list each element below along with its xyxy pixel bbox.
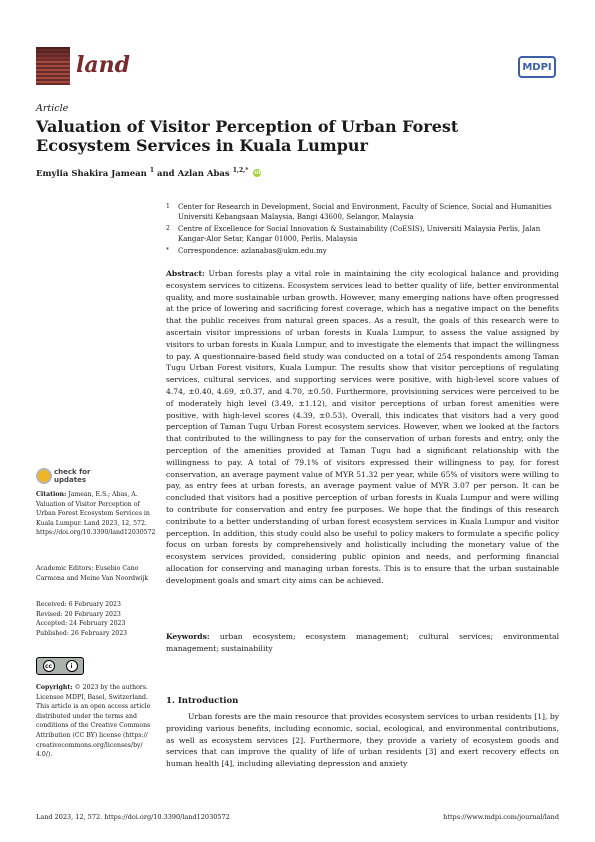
cc-icon: cc — [43, 660, 55, 672]
keywords-text: urban ecosystem; ecosystem management; cultural services; environmental management; sustainability — [166, 632, 559, 653]
affiliation-number: 2 — [166, 225, 170, 232]
citation — [36, 490, 156, 538]
author-sup: 1 — [149, 167, 155, 174]
check-updates-icon — [36, 468, 52, 484]
affiliation-2 — [166, 224, 566, 244]
affiliation-text: Centre of Excellence for Social Innovation & Sustainability (CoESIS), Universiti Malaysia Perlis, Jalan Kangar-Alor Setar, Kangar 01000, Perlis, Malaysia — [178, 225, 541, 243]
affiliation-number: 1 — [166, 203, 170, 210]
affiliation-text: Center for Research in Development, Social and Environment, Faculty of Science, Social and Humanities Universiti Kebangsaan Malaysia, Bangi 43600, Selangor, Malaysia — [178, 203, 552, 221]
citation-label: Citation: — [36, 491, 67, 498]
article-dates — [36, 600, 156, 638]
article-title: Valuation of Visitor Perception of Urban Forest Ecosystem Services in Kuala Lumpur — [36, 117, 459, 155]
orcid-icon[interactable]: iD — [254, 170, 261, 177]
keywords — [166, 631, 559, 655]
journal-logo-icon — [36, 47, 70, 85]
author-sup: 1,2,* — [232, 167, 249, 174]
correspondence-text[interactable]: Correspondence: azlanabas@ukm.edu.my — [178, 247, 327, 255]
check-updates-label — [54, 468, 90, 484]
by-icon: i — [66, 660, 78, 672]
author-name[interactable]: Azlan Abas — [177, 168, 230, 179]
cc-by-license-icon[interactable] — [36, 657, 84, 675]
date-revised: Revised: 20 February 2023 — [36, 610, 121, 618]
mdpi-logo[interactable]: MDPI — [518, 56, 556, 78]
academic-editors: Academic Editors: Eusebio Cano Carmona and Meine Van Noordwijk — [36, 565, 149, 582]
check-updates-line2: updates — [54, 476, 86, 484]
abstract-label: Abstract: — [166, 269, 205, 278]
check-for-updates-button[interactable] — [36, 466, 94, 492]
copyright-text: © 2023 by the authors. Licensee MDPI, Basel, Switzerland. This article is an open access article distributed under the terms and conditions of the Creative Commons Attribution (CC BY) license (https:// creativecommons.org/licenses/by/ 4.0/). — [36, 684, 151, 759]
date-received: Received: 6 February 2023 — [36, 601, 121, 608]
footer-journal-url[interactable]: https://www.mdpi.com/journal/land — [443, 813, 559, 821]
author-list — [36, 167, 261, 179]
check-updates-line1: check for — [54, 468, 91, 476]
abstract-text: Urban forests play a vital role in maintaining the city ecological balance and providing ecosystem services to citizens. Ecosystem services lead to better quality of life, better environmental quality, and more sustainable urban growth. However, many emerging nations have often progressed at the price of lowering and sacrificing forest coverage, which has a negative impact on the benefits that the public receives from natural green spaces. As a result, the goals of this research were to ascertain visitor impressions of urban forests in Kuala Lumpur, to assess the value assigned by visitors to urban forests in Kuala Lumpur, and to investigate the elements that impact the willingness to pay. A questionnaire-based field study was conducted on a total of 254 respondents among Taman Tugu Urban Forest visitors, Kuala Lumpur. The results show that visitor perceptions of regulating services, cultural services, and supporting services were positive, with high-level score values of 4.74, ±0.40, 4.69, ±0.37, and 4.70, ±0.50. Furthermore, provisioning services were perceived to be of moderately high level (3.49, ±1.12), and visitor perceptions of urban forest amenities were positive, with high-level scores (4.39, ±0.53). Overall, this indicates that visitors had a very good perception of Taman Tugu Urban Forest ecosystem services. However, when we looked at the factors that contributed to the willingness to pay for the conservation of urban forests and entry, only the perception of the amenities provided at Taman Tugu had a significant relationship with the willingness to pay. A total of 79.1% of visitors expressed their willingness to pay, for forest conservation, an average payment value of MYR 51.32 per year, while 65% of visitors were willing to pay, as entry fees at urban forests, an average payment value of MYR 3.07 per person. It can be concluded that visitors had a positive perception of urban forests in Kuala Lumpur and were willing to contribute for conservation and entry fee purposes. We hope that the findings of this research contribute to a better understanding of urban forest ecosystem services in Kuala Lumpur and visitor perception. In addition, this study could also be useful to policy makers to formulate a specific policy focus on urban forests by comprehensively and holistically including the monetary value of the ecosystem services provided, considering public opinion and needs, and performing financial allocation for conserving and managing urban forests. This is to ensure that the urban sustainable development goals and smart city aims can be achieved. — [166, 269, 559, 585]
page-footer — [36, 813, 559, 821]
correspondence — [166, 246, 566, 256]
citation-text[interactable]: Jamean, E.S.; Abas, A. Valuation of Visitor Perception of Urban Forest Ecosystem Services in Kuala Lumpur. Land 2023, 12, 572. https://doi.org/10.3390/land12030572 — [36, 491, 156, 537]
footer-citation[interactable]: Land 2023, 12, 572. https://doi.org/10.3390/land12030572 — [36, 813, 230, 821]
affiliation-number: * — [166, 247, 169, 254]
intro-text: Urban forests are the main resource that provides ecosystem services to urban residents [1], by providing various benefits, including economic, social, ecological, and environmental contributions, as well as ecosystem services [2]. Furthermore, they provide a variety of ecosystem goods and services that can improve the quality of life of urban residents [3] and exert recovery effects on human health [4], including alleviating depression and anxiety — [166, 712, 559, 769]
date-accepted: Accepted: 24 February 2023 — [36, 620, 126, 628]
copyright-label: Copyright: — [36, 684, 73, 691]
section-heading: 1. Introduction — [166, 696, 239, 706]
journal-name: land — [76, 52, 130, 78]
author-name[interactable]: Emylia Shakira Jamean — [36, 168, 147, 179]
abstract — [166, 268, 559, 587]
intro-paragraph — [166, 711, 559, 770]
date-published: Published: 26 February 2023 — [36, 629, 128, 637]
affiliation-1 — [166, 202, 566, 222]
keywords-label: Keywords: — [166, 632, 210, 641]
author-conjunction: and — [156, 168, 175, 179]
copyright — [36, 683, 156, 760]
article-type: Article — [36, 103, 69, 114]
